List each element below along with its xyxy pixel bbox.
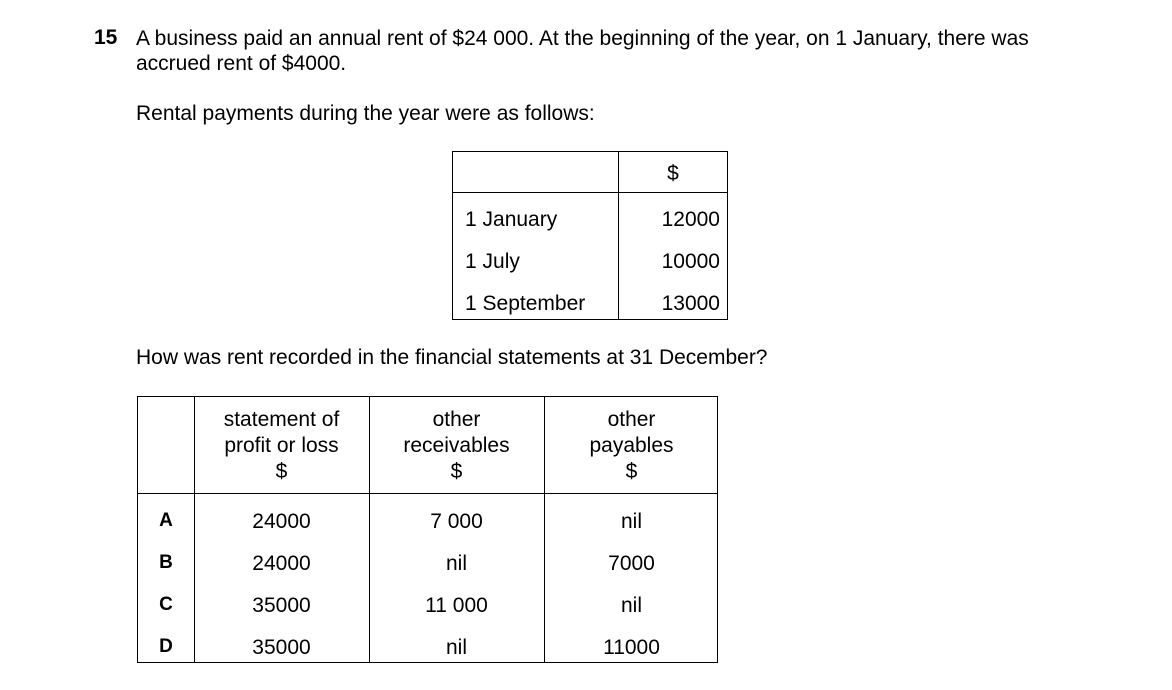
option-label: D [159,636,173,657]
option-value: nil [445,552,467,575]
option-label: B [159,552,173,573]
payment-date: 1 July [465,250,520,273]
question-prompt: How was rent recorded in the financial statements at 31 December? [136,346,768,369]
column-header-other-payables [544,407,719,485]
header-line: statement of [223,408,340,431]
option-value: 35000 [252,636,311,659]
payments-unit-header: $ [667,162,679,185]
header-unit: $ [450,460,463,483]
header-unit: $ [625,460,638,483]
option-value: nil [620,510,642,533]
option-value: 24000 [252,510,311,533]
options-header-divider [138,493,717,494]
payment-amount: 12000 [661,208,720,231]
option-value: 11 000 [425,594,488,617]
header-line: other [432,408,481,431]
header-line: payables [589,434,674,457]
header-unit: $ [275,460,288,483]
question-text [136,26,1136,76]
column-header-profit-or-loss [194,407,369,485]
header-line: receivables [403,434,510,457]
option-value: 24000 [252,552,311,575]
option-label: C [159,594,173,615]
option-label: A [159,510,173,531]
payment-date: 1 September [465,292,586,315]
payment-amount: 13000 [661,292,720,315]
option-value: nil [445,636,467,659]
payments-intro: Rental payments during the year were as follows: [136,102,595,125]
header-line: other [607,408,656,431]
payments-table [452,151,728,320]
option-value: 35000 [252,594,311,617]
payments-header-divider [453,192,727,193]
option-value: nil [620,594,642,617]
option-value: 7 000 [430,510,483,533]
options-table [137,396,718,663]
column-header-other-receivables [369,407,544,485]
question-text-line-2: accrued rent of $4000. [136,52,347,75]
payment-amount: 10000 [661,250,720,273]
option-value: 11000 [603,636,660,659]
question-number: 15 [94,26,118,49]
option-value: 7000 [608,552,655,575]
question-text-line-1: A business paid an annual rent of $24 000. At the beginning of the year, on 1 January, there was [136,27,1029,50]
payment-date: 1 January [465,208,558,231]
header-line: profit or loss [224,434,339,457]
